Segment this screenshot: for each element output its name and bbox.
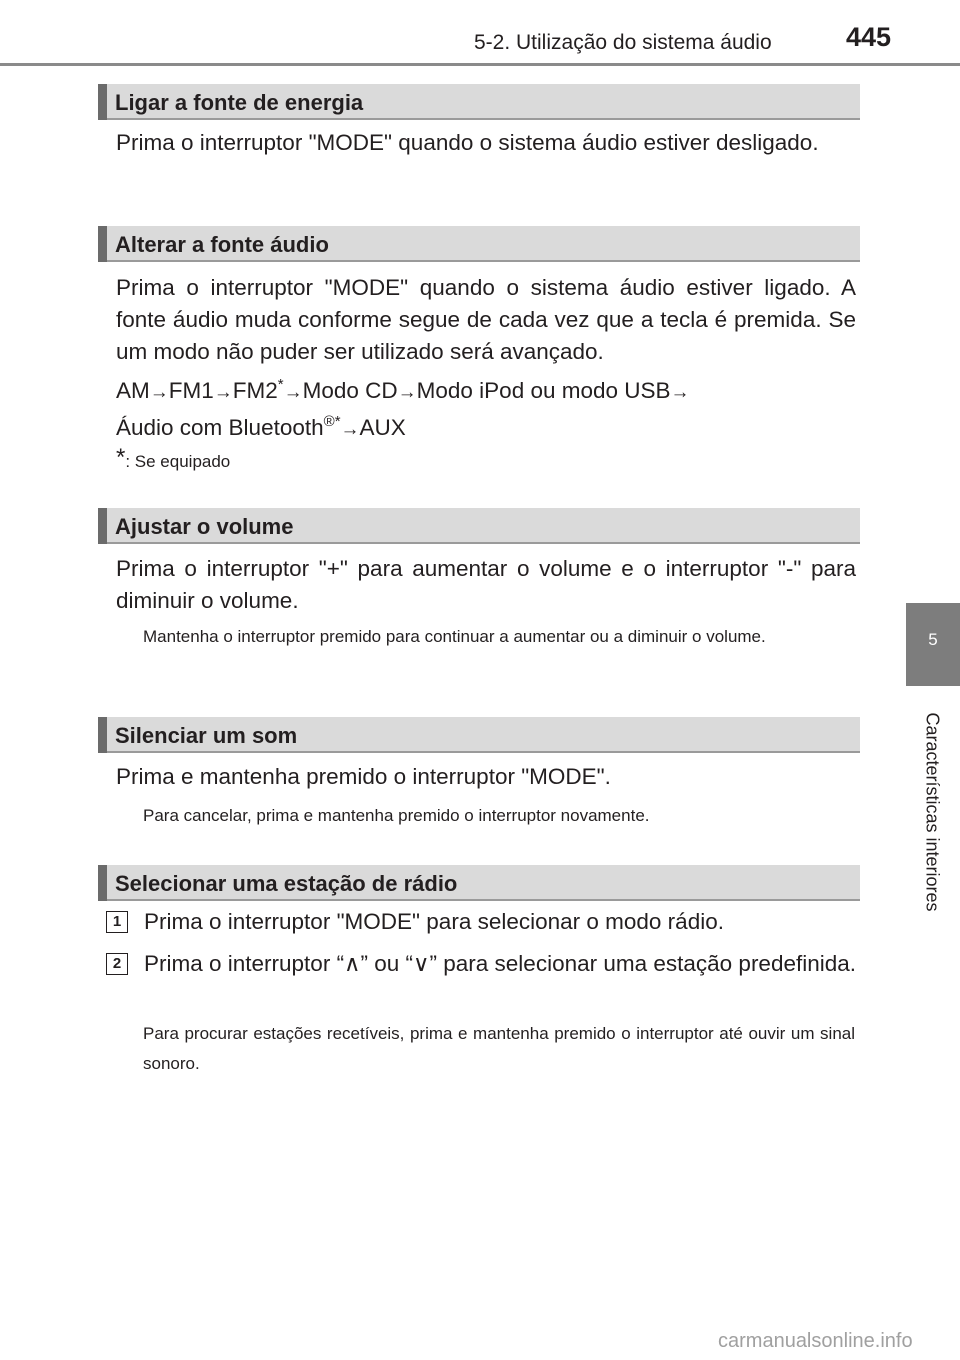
section-heading-radio: [98, 865, 860, 901]
section-heading-text: Alterar a fonte áudio: [115, 232, 329, 257]
arrow-right-icon: →: [283, 382, 303, 403]
page-number: 445: [846, 22, 892, 52]
chapter-tab: [906, 603, 960, 686]
footnote-marker: *: [277, 376, 284, 393]
step-number-1: 1: [106, 911, 128, 933]
section-heading-text: Ajustar o volume: [115, 514, 294, 539]
section-heading-source: [98, 226, 860, 262]
arrow-right-icon: →: [670, 382, 690, 403]
volume-note: Mantenha o interruptor premido para continuar a aumentar ou a diminuir o volume.: [143, 627, 766, 646]
arrow-right-icon: →: [149, 382, 169, 403]
watermark: carmanualsonline.info: [718, 1330, 913, 1352]
mute-instruction: Prima e mantenha premido o interruptor "MODE".: [116, 764, 611, 789]
section-heading-text: Ligar a fonte de energia: [115, 90, 364, 115]
chapter-number: 5: [928, 630, 938, 649]
arrow-right-icon: →: [340, 419, 360, 440]
step-text-1: Prima o interruptor "MODE" para selecionar o modo rádio.: [144, 909, 724, 934]
seq-fm2: FM2: [232, 378, 278, 403]
footnote-text: : Se equipado: [125, 452, 231, 471]
running-header: 5-2. Utilização do sistema áudio: [474, 31, 772, 54]
seq-cd: Modo CD: [302, 378, 398, 403]
seq-bluetooth: Áudio com Bluetooth: [116, 415, 324, 440]
radio-note: Para procurar estações recetíveis, prima e mantenha premido o interruptor até ouvir um sinal sonoro.: [143, 1024, 855, 1073]
seq-aux: AUX: [359, 415, 406, 440]
source-instruction: Prima o interruptor "MODE" quando o sistema áudio estiver ligado. A fonte áudio muda conforme segue de cada vez que a tecla é premida. Se um modo não puder ser utilizado será avançado.: [116, 275, 856, 364]
section-heading-volume: [98, 508, 860, 544]
seq-fm1: FM1: [168, 378, 214, 403]
chapter-label: Características interiores: [922, 712, 943, 912]
section-heading-text: Silenciar um som: [115, 723, 298, 748]
mute-note: Para cancelar, prima e mantenha premido o interruptor novamente.: [143, 806, 650, 825]
section-heading-mute: [98, 717, 860, 753]
header-rule: [0, 63, 960, 66]
footnote: [116, 446, 230, 474]
section-heading-power: [98, 84, 860, 120]
footnote-marker: *: [116, 444, 126, 471]
footnote-marker: *: [334, 413, 341, 430]
section-heading-text: Selecionar uma estação de rádio: [115, 871, 458, 896]
seq-am: AM: [116, 378, 150, 403]
seq-ipod-usb: Modo iPod ou modo USB: [416, 378, 671, 403]
arrow-right-icon: →: [397, 382, 417, 403]
source-sequence: [116, 374, 856, 448]
arrow-right-icon: →: [213, 382, 233, 403]
registered-icon: ®: [323, 413, 335, 430]
step-number-2: 2: [106, 953, 128, 975]
step-text-2: Prima o interruptor “∧” ou “∨” para selecionar uma estação predefinida.: [144, 951, 857, 976]
power-instruction: Prima o interruptor "MODE" quando o sistema áudio estiver desligado.: [116, 130, 819, 155]
volume-instruction: Prima o interruptor "+" para aumentar o volume e o interruptor "-" para diminuir o volume.: [116, 556, 856, 613]
